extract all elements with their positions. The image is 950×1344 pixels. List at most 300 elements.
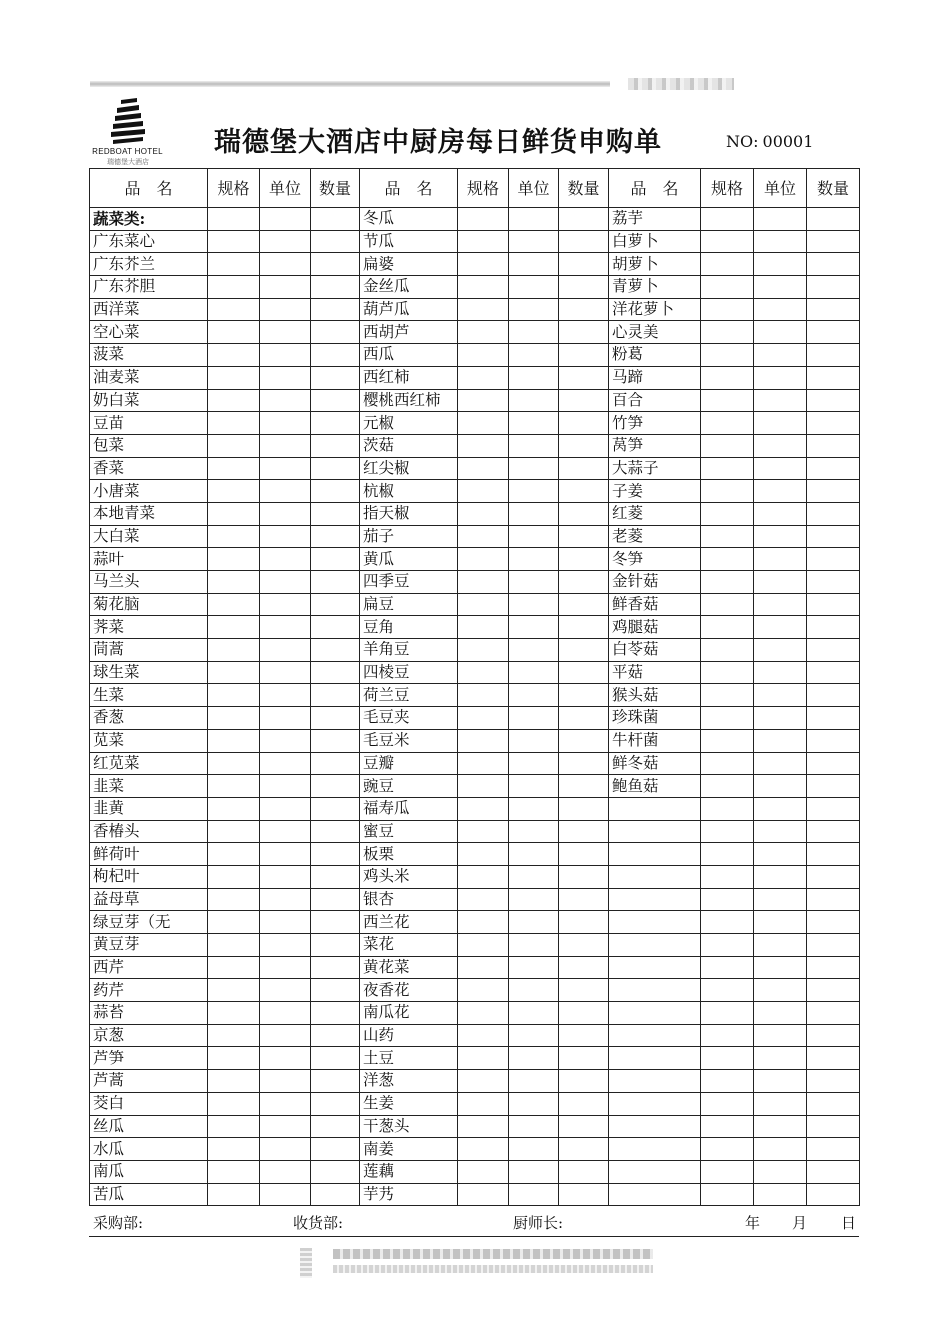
unit-cell[interactable]: [754, 480, 807, 503]
unit-cell[interactable]: [509, 1160, 559, 1183]
qty-cell[interactable]: [311, 366, 360, 389]
unit-cell[interactable]: [754, 230, 807, 253]
qty-cell[interactable]: [559, 888, 609, 911]
unit-cell[interactable]: [509, 548, 559, 571]
spec-cell[interactable]: [458, 344, 509, 367]
unit-cell[interactable]: [260, 321, 311, 344]
spec-cell[interactable]: [458, 230, 509, 253]
spec-cell[interactable]: [701, 1070, 754, 1093]
unit-cell[interactable]: [754, 684, 807, 707]
unit-cell[interactable]: [754, 1024, 807, 1047]
spec-cell[interactable]: [701, 888, 754, 911]
unit-cell[interactable]: [260, 344, 311, 367]
qty-cell[interactable]: [559, 616, 609, 639]
spec-cell[interactable]: [701, 979, 754, 1002]
qty-cell[interactable]: [559, 208, 609, 231]
unit-cell[interactable]: [509, 457, 559, 480]
unit-cell[interactable]: [754, 639, 807, 662]
spec-cell[interactable]: [701, 956, 754, 979]
spec-cell[interactable]: [208, 253, 260, 276]
spec-cell[interactable]: [701, 457, 754, 480]
spec-cell[interactable]: [701, 934, 754, 957]
spec-cell[interactable]: [208, 729, 260, 752]
unit-cell[interactable]: [509, 1183, 559, 1206]
spec-cell[interactable]: [458, 208, 509, 231]
unit-cell[interactable]: [509, 208, 559, 231]
qty-cell[interactable]: [807, 1115, 860, 1138]
qty-cell[interactable]: [559, 1024, 609, 1047]
qty-cell[interactable]: [559, 1160, 609, 1183]
unit-cell[interactable]: [754, 548, 807, 571]
qty-cell[interactable]: [807, 1024, 860, 1047]
unit-cell[interactable]: [509, 480, 559, 503]
spec-cell[interactable]: [458, 639, 509, 662]
spec-cell[interactable]: [208, 412, 260, 435]
spec-cell[interactable]: [208, 1024, 260, 1047]
spec-cell[interactable]: [208, 276, 260, 299]
unit-cell[interactable]: [754, 366, 807, 389]
qty-cell[interactable]: [311, 389, 360, 412]
unit-cell[interactable]: [754, 525, 807, 548]
spec-cell[interactable]: [458, 843, 509, 866]
spec-cell[interactable]: [208, 502, 260, 525]
qty-cell[interactable]: [559, 276, 609, 299]
qty-cell[interactable]: [311, 775, 360, 798]
unit-cell[interactable]: [509, 1115, 559, 1138]
unit-cell[interactable]: [260, 911, 311, 934]
unit-cell[interactable]: [260, 1160, 311, 1183]
qty-cell[interactable]: [559, 366, 609, 389]
unit-cell[interactable]: [509, 797, 559, 820]
qty-cell[interactable]: [559, 729, 609, 752]
spec-cell[interactable]: [208, 525, 260, 548]
unit-cell[interactable]: [509, 934, 559, 957]
qty-cell[interactable]: [807, 888, 860, 911]
unit-cell[interactable]: [754, 1160, 807, 1183]
qty-cell[interactable]: [807, 525, 860, 548]
spec-cell[interactable]: [208, 956, 260, 979]
spec-cell[interactable]: [458, 321, 509, 344]
qty-cell[interactable]: [807, 1138, 860, 1161]
qty-cell[interactable]: [559, 661, 609, 684]
qty-cell[interactable]: [559, 389, 609, 412]
unit-cell[interactable]: [260, 412, 311, 435]
qty-cell[interactable]: [311, 253, 360, 276]
spec-cell[interactable]: [208, 548, 260, 571]
unit-cell[interactable]: [260, 888, 311, 911]
qty-cell[interactable]: [311, 661, 360, 684]
spec-cell[interactable]: [701, 502, 754, 525]
spec-cell[interactable]: [208, 684, 260, 707]
qty-cell[interactable]: [807, 775, 860, 798]
qty-cell[interactable]: [559, 344, 609, 367]
qty-cell[interactable]: [559, 1115, 609, 1138]
qty-cell[interactable]: [311, 230, 360, 253]
spec-cell[interactable]: [701, 775, 754, 798]
qty-cell[interactable]: [559, 979, 609, 1002]
qty-cell[interactable]: [311, 571, 360, 594]
unit-cell[interactable]: [509, 276, 559, 299]
spec-cell[interactable]: [701, 1024, 754, 1047]
qty-cell[interactable]: [807, 639, 860, 662]
unit-cell[interactable]: [260, 502, 311, 525]
qty-cell[interactable]: [311, 1115, 360, 1138]
unit-cell[interactable]: [509, 843, 559, 866]
unit-cell[interactable]: [754, 1115, 807, 1138]
unit-cell[interactable]: [754, 389, 807, 412]
spec-cell[interactable]: [701, 1002, 754, 1025]
qty-cell[interactable]: [559, 434, 609, 457]
spec-cell[interactable]: [458, 1070, 509, 1093]
unit-cell[interactable]: [509, 775, 559, 798]
spec-cell[interactable]: [701, 412, 754, 435]
unit-cell[interactable]: [260, 593, 311, 616]
unit-cell[interactable]: [754, 865, 807, 888]
spec-cell[interactable]: [208, 298, 260, 321]
spec-cell[interactable]: [458, 525, 509, 548]
unit-cell[interactable]: [754, 843, 807, 866]
spec-cell[interactable]: [701, 1047, 754, 1070]
spec-cell[interactable]: [208, 1092, 260, 1115]
spec-cell[interactable]: [208, 389, 260, 412]
qty-cell[interactable]: [807, 434, 860, 457]
spec-cell[interactable]: [458, 571, 509, 594]
qty-cell[interactable]: [807, 366, 860, 389]
qty-cell[interactable]: [311, 729, 360, 752]
spec-cell[interactable]: [701, 707, 754, 730]
unit-cell[interactable]: [509, 684, 559, 707]
qty-cell[interactable]: [807, 843, 860, 866]
spec-cell[interactable]: [701, 548, 754, 571]
qty-cell[interactable]: [311, 276, 360, 299]
qty-cell[interactable]: [807, 707, 860, 730]
qty-cell[interactable]: [559, 502, 609, 525]
unit-cell[interactable]: [754, 888, 807, 911]
qty-cell[interactable]: [807, 820, 860, 843]
spec-cell[interactable]: [208, 208, 260, 231]
spec-cell[interactable]: [701, 1092, 754, 1115]
qty-cell[interactable]: [311, 321, 360, 344]
unit-cell[interactable]: [260, 434, 311, 457]
unit-cell[interactable]: [260, 208, 311, 231]
spec-cell[interactable]: [208, 457, 260, 480]
unit-cell[interactable]: [754, 1092, 807, 1115]
spec-cell[interactable]: [458, 366, 509, 389]
qty-cell[interactable]: [807, 253, 860, 276]
spec-cell[interactable]: [208, 820, 260, 843]
spec-cell[interactable]: [208, 775, 260, 798]
qty-cell[interactable]: [311, 843, 360, 866]
qty-cell[interactable]: [311, 1138, 360, 1161]
qty-cell[interactable]: [807, 298, 860, 321]
spec-cell[interactable]: [208, 480, 260, 503]
spec-cell[interactable]: [458, 1138, 509, 1161]
qty-cell[interactable]: [559, 820, 609, 843]
unit-cell[interactable]: [260, 865, 311, 888]
unit-cell[interactable]: [509, 1138, 559, 1161]
spec-cell[interactable]: [458, 865, 509, 888]
unit-cell[interactable]: [260, 1024, 311, 1047]
qty-cell[interactable]: [311, 298, 360, 321]
unit-cell[interactable]: [509, 344, 559, 367]
spec-cell[interactable]: [458, 1160, 509, 1183]
unit-cell[interactable]: [509, 865, 559, 888]
qty-cell[interactable]: [807, 230, 860, 253]
qty-cell[interactable]: [559, 956, 609, 979]
spec-cell[interactable]: [458, 1024, 509, 1047]
qty-cell[interactable]: [807, 1183, 860, 1206]
unit-cell[interactable]: [754, 412, 807, 435]
spec-cell[interactable]: [208, 366, 260, 389]
spec-cell[interactable]: [458, 434, 509, 457]
unit-cell[interactable]: [509, 434, 559, 457]
qty-cell[interactable]: [559, 1002, 609, 1025]
spec-cell[interactable]: [458, 548, 509, 571]
unit-cell[interactable]: [260, 775, 311, 798]
spec-cell[interactable]: [701, 843, 754, 866]
qty-cell[interactable]: [559, 525, 609, 548]
spec-cell[interactable]: [208, 1160, 260, 1183]
unit-cell[interactable]: [754, 208, 807, 231]
unit-cell[interactable]: [509, 729, 559, 752]
spec-cell[interactable]: [458, 593, 509, 616]
unit-cell[interactable]: [260, 571, 311, 594]
qty-cell[interactable]: [807, 412, 860, 435]
qty-cell[interactable]: [559, 1047, 609, 1070]
qty-cell[interactable]: [311, 684, 360, 707]
unit-cell[interactable]: [509, 525, 559, 548]
spec-cell[interactable]: [701, 525, 754, 548]
qty-cell[interactable]: [311, 412, 360, 435]
spec-cell[interactable]: [458, 389, 509, 412]
spec-cell[interactable]: [208, 1070, 260, 1093]
qty-cell[interactable]: [807, 797, 860, 820]
qty-cell[interactable]: [559, 775, 609, 798]
spec-cell[interactable]: [701, 344, 754, 367]
spec-cell[interactable]: [458, 888, 509, 911]
spec-cell[interactable]: [701, 911, 754, 934]
unit-cell[interactable]: [509, 1070, 559, 1093]
spec-cell[interactable]: [701, 616, 754, 639]
unit-cell[interactable]: [754, 956, 807, 979]
qty-cell[interactable]: [559, 1070, 609, 1093]
unit-cell[interactable]: [754, 434, 807, 457]
qty-cell[interactable]: [807, 684, 860, 707]
qty-cell[interactable]: [559, 1138, 609, 1161]
spec-cell[interactable]: [208, 979, 260, 1002]
spec-cell[interactable]: [458, 729, 509, 752]
spec-cell[interactable]: [701, 276, 754, 299]
spec-cell[interactable]: [458, 616, 509, 639]
unit-cell[interactable]: [754, 593, 807, 616]
spec-cell[interactable]: [701, 1138, 754, 1161]
spec-cell[interactable]: [458, 276, 509, 299]
spec-cell[interactable]: [208, 1183, 260, 1206]
spec-cell[interactable]: [208, 661, 260, 684]
unit-cell[interactable]: [260, 707, 311, 730]
unit-cell[interactable]: [260, 684, 311, 707]
spec-cell[interactable]: [701, 1183, 754, 1206]
qty-cell[interactable]: [311, 616, 360, 639]
unit-cell[interactable]: [509, 253, 559, 276]
unit-cell[interactable]: [754, 1138, 807, 1161]
spec-cell[interactable]: [701, 661, 754, 684]
spec-cell[interactable]: [701, 797, 754, 820]
qty-cell[interactable]: [311, 1070, 360, 1093]
qty-cell[interactable]: [311, 911, 360, 934]
unit-cell[interactable]: [754, 1070, 807, 1093]
unit-cell[interactable]: [509, 230, 559, 253]
qty-cell[interactable]: [311, 1160, 360, 1183]
spec-cell[interactable]: [458, 979, 509, 1002]
spec-cell[interactable]: [458, 502, 509, 525]
unit-cell[interactable]: [260, 639, 311, 662]
unit-cell[interactable]: [260, 616, 311, 639]
spec-cell[interactable]: [701, 321, 754, 344]
unit-cell[interactable]: [260, 276, 311, 299]
unit-cell[interactable]: [260, 253, 311, 276]
qty-cell[interactable]: [559, 457, 609, 480]
unit-cell[interactable]: [754, 276, 807, 299]
unit-cell[interactable]: [509, 956, 559, 979]
qty-cell[interactable]: [311, 956, 360, 979]
qty-cell[interactable]: [807, 1160, 860, 1183]
spec-cell[interactable]: [458, 298, 509, 321]
spec-cell[interactable]: [208, 843, 260, 866]
spec-cell[interactable]: [208, 321, 260, 344]
qty-cell[interactable]: [807, 1092, 860, 1115]
unit-cell[interactable]: [509, 752, 559, 775]
spec-cell[interactable]: [208, 911, 260, 934]
spec-cell[interactable]: [458, 1115, 509, 1138]
unit-cell[interactable]: [754, 502, 807, 525]
spec-cell[interactable]: [458, 956, 509, 979]
qty-cell[interactable]: [807, 1070, 860, 1093]
spec-cell[interactable]: [208, 434, 260, 457]
qty-cell[interactable]: [311, 797, 360, 820]
qty-cell[interactable]: [807, 661, 860, 684]
unit-cell[interactable]: [754, 457, 807, 480]
unit-cell[interactable]: [260, 1047, 311, 1070]
spec-cell[interactable]: [458, 1047, 509, 1070]
qty-cell[interactable]: [559, 707, 609, 730]
qty-cell[interactable]: [807, 344, 860, 367]
qty-cell[interactable]: [311, 480, 360, 503]
spec-cell[interactable]: [701, 571, 754, 594]
spec-cell[interactable]: [701, 480, 754, 503]
unit-cell[interactable]: [754, 344, 807, 367]
qty-cell[interactable]: [311, 1024, 360, 1047]
unit-cell[interactable]: [509, 661, 559, 684]
qty-cell[interactable]: [311, 639, 360, 662]
qty-cell[interactable]: [807, 571, 860, 594]
qty-cell[interactable]: [311, 979, 360, 1002]
spec-cell[interactable]: [701, 1115, 754, 1138]
spec-cell[interactable]: [701, 366, 754, 389]
unit-cell[interactable]: [260, 843, 311, 866]
spec-cell[interactable]: [701, 434, 754, 457]
spec-cell[interactable]: [208, 752, 260, 775]
spec-cell[interactable]: [701, 298, 754, 321]
qty-cell[interactable]: [559, 684, 609, 707]
spec-cell[interactable]: [458, 1002, 509, 1025]
qty-cell[interactable]: [807, 457, 860, 480]
unit-cell[interactable]: [754, 298, 807, 321]
spec-cell[interactable]: [208, 707, 260, 730]
unit-cell[interactable]: [754, 253, 807, 276]
unit-cell[interactable]: [754, 934, 807, 957]
unit-cell[interactable]: [754, 797, 807, 820]
unit-cell[interactable]: [509, 321, 559, 344]
qty-cell[interactable]: [311, 707, 360, 730]
qty-cell[interactable]: [559, 593, 609, 616]
unit-cell[interactable]: [509, 571, 559, 594]
unit-cell[interactable]: [754, 979, 807, 1002]
unit-cell[interactable]: [260, 298, 311, 321]
unit-cell[interactable]: [754, 1002, 807, 1025]
unit-cell[interactable]: [509, 639, 559, 662]
unit-cell[interactable]: [260, 661, 311, 684]
qty-cell[interactable]: [559, 548, 609, 571]
spec-cell[interactable]: [208, 344, 260, 367]
qty-cell[interactable]: [559, 752, 609, 775]
spec-cell[interactable]: [208, 639, 260, 662]
unit-cell[interactable]: [754, 820, 807, 843]
spec-cell[interactable]: [458, 775, 509, 798]
unit-cell[interactable]: [260, 389, 311, 412]
unit-cell[interactable]: [509, 298, 559, 321]
qty-cell[interactable]: [311, 1047, 360, 1070]
qty-cell[interactable]: [559, 412, 609, 435]
spec-cell[interactable]: [208, 593, 260, 616]
unit-cell[interactable]: [509, 593, 559, 616]
qty-cell[interactable]: [311, 865, 360, 888]
unit-cell[interactable]: [509, 1002, 559, 1025]
unit-cell[interactable]: [509, 1024, 559, 1047]
unit-cell[interactable]: [260, 797, 311, 820]
qty-cell[interactable]: [559, 321, 609, 344]
spec-cell[interactable]: [208, 571, 260, 594]
spec-cell[interactable]: [458, 1092, 509, 1115]
unit-cell[interactable]: [260, 366, 311, 389]
unit-cell[interactable]: [754, 661, 807, 684]
spec-cell[interactable]: [701, 253, 754, 276]
qty-cell[interactable]: [807, 956, 860, 979]
qty-cell[interactable]: [807, 480, 860, 503]
unit-cell[interactable]: [754, 707, 807, 730]
spec-cell[interactable]: [701, 729, 754, 752]
spec-cell[interactable]: [458, 661, 509, 684]
qty-cell[interactable]: [311, 934, 360, 957]
qty-cell[interactable]: [807, 934, 860, 957]
spec-cell[interactable]: [458, 253, 509, 276]
unit-cell[interactable]: [754, 616, 807, 639]
qty-cell[interactable]: [807, 321, 860, 344]
spec-cell[interactable]: [701, 230, 754, 253]
unit-cell[interactable]: [260, 1002, 311, 1025]
unit-cell[interactable]: [260, 1115, 311, 1138]
qty-cell[interactable]: [559, 934, 609, 957]
unit-cell[interactable]: [754, 321, 807, 344]
qty-cell[interactable]: [807, 276, 860, 299]
qty-cell[interactable]: [311, 344, 360, 367]
unit-cell[interactable]: [509, 1047, 559, 1070]
spec-cell[interactable]: [208, 230, 260, 253]
qty-cell[interactable]: [311, 457, 360, 480]
unit-cell[interactable]: [260, 1183, 311, 1206]
qty-cell[interactable]: [559, 230, 609, 253]
spec-cell[interactable]: [701, 208, 754, 231]
